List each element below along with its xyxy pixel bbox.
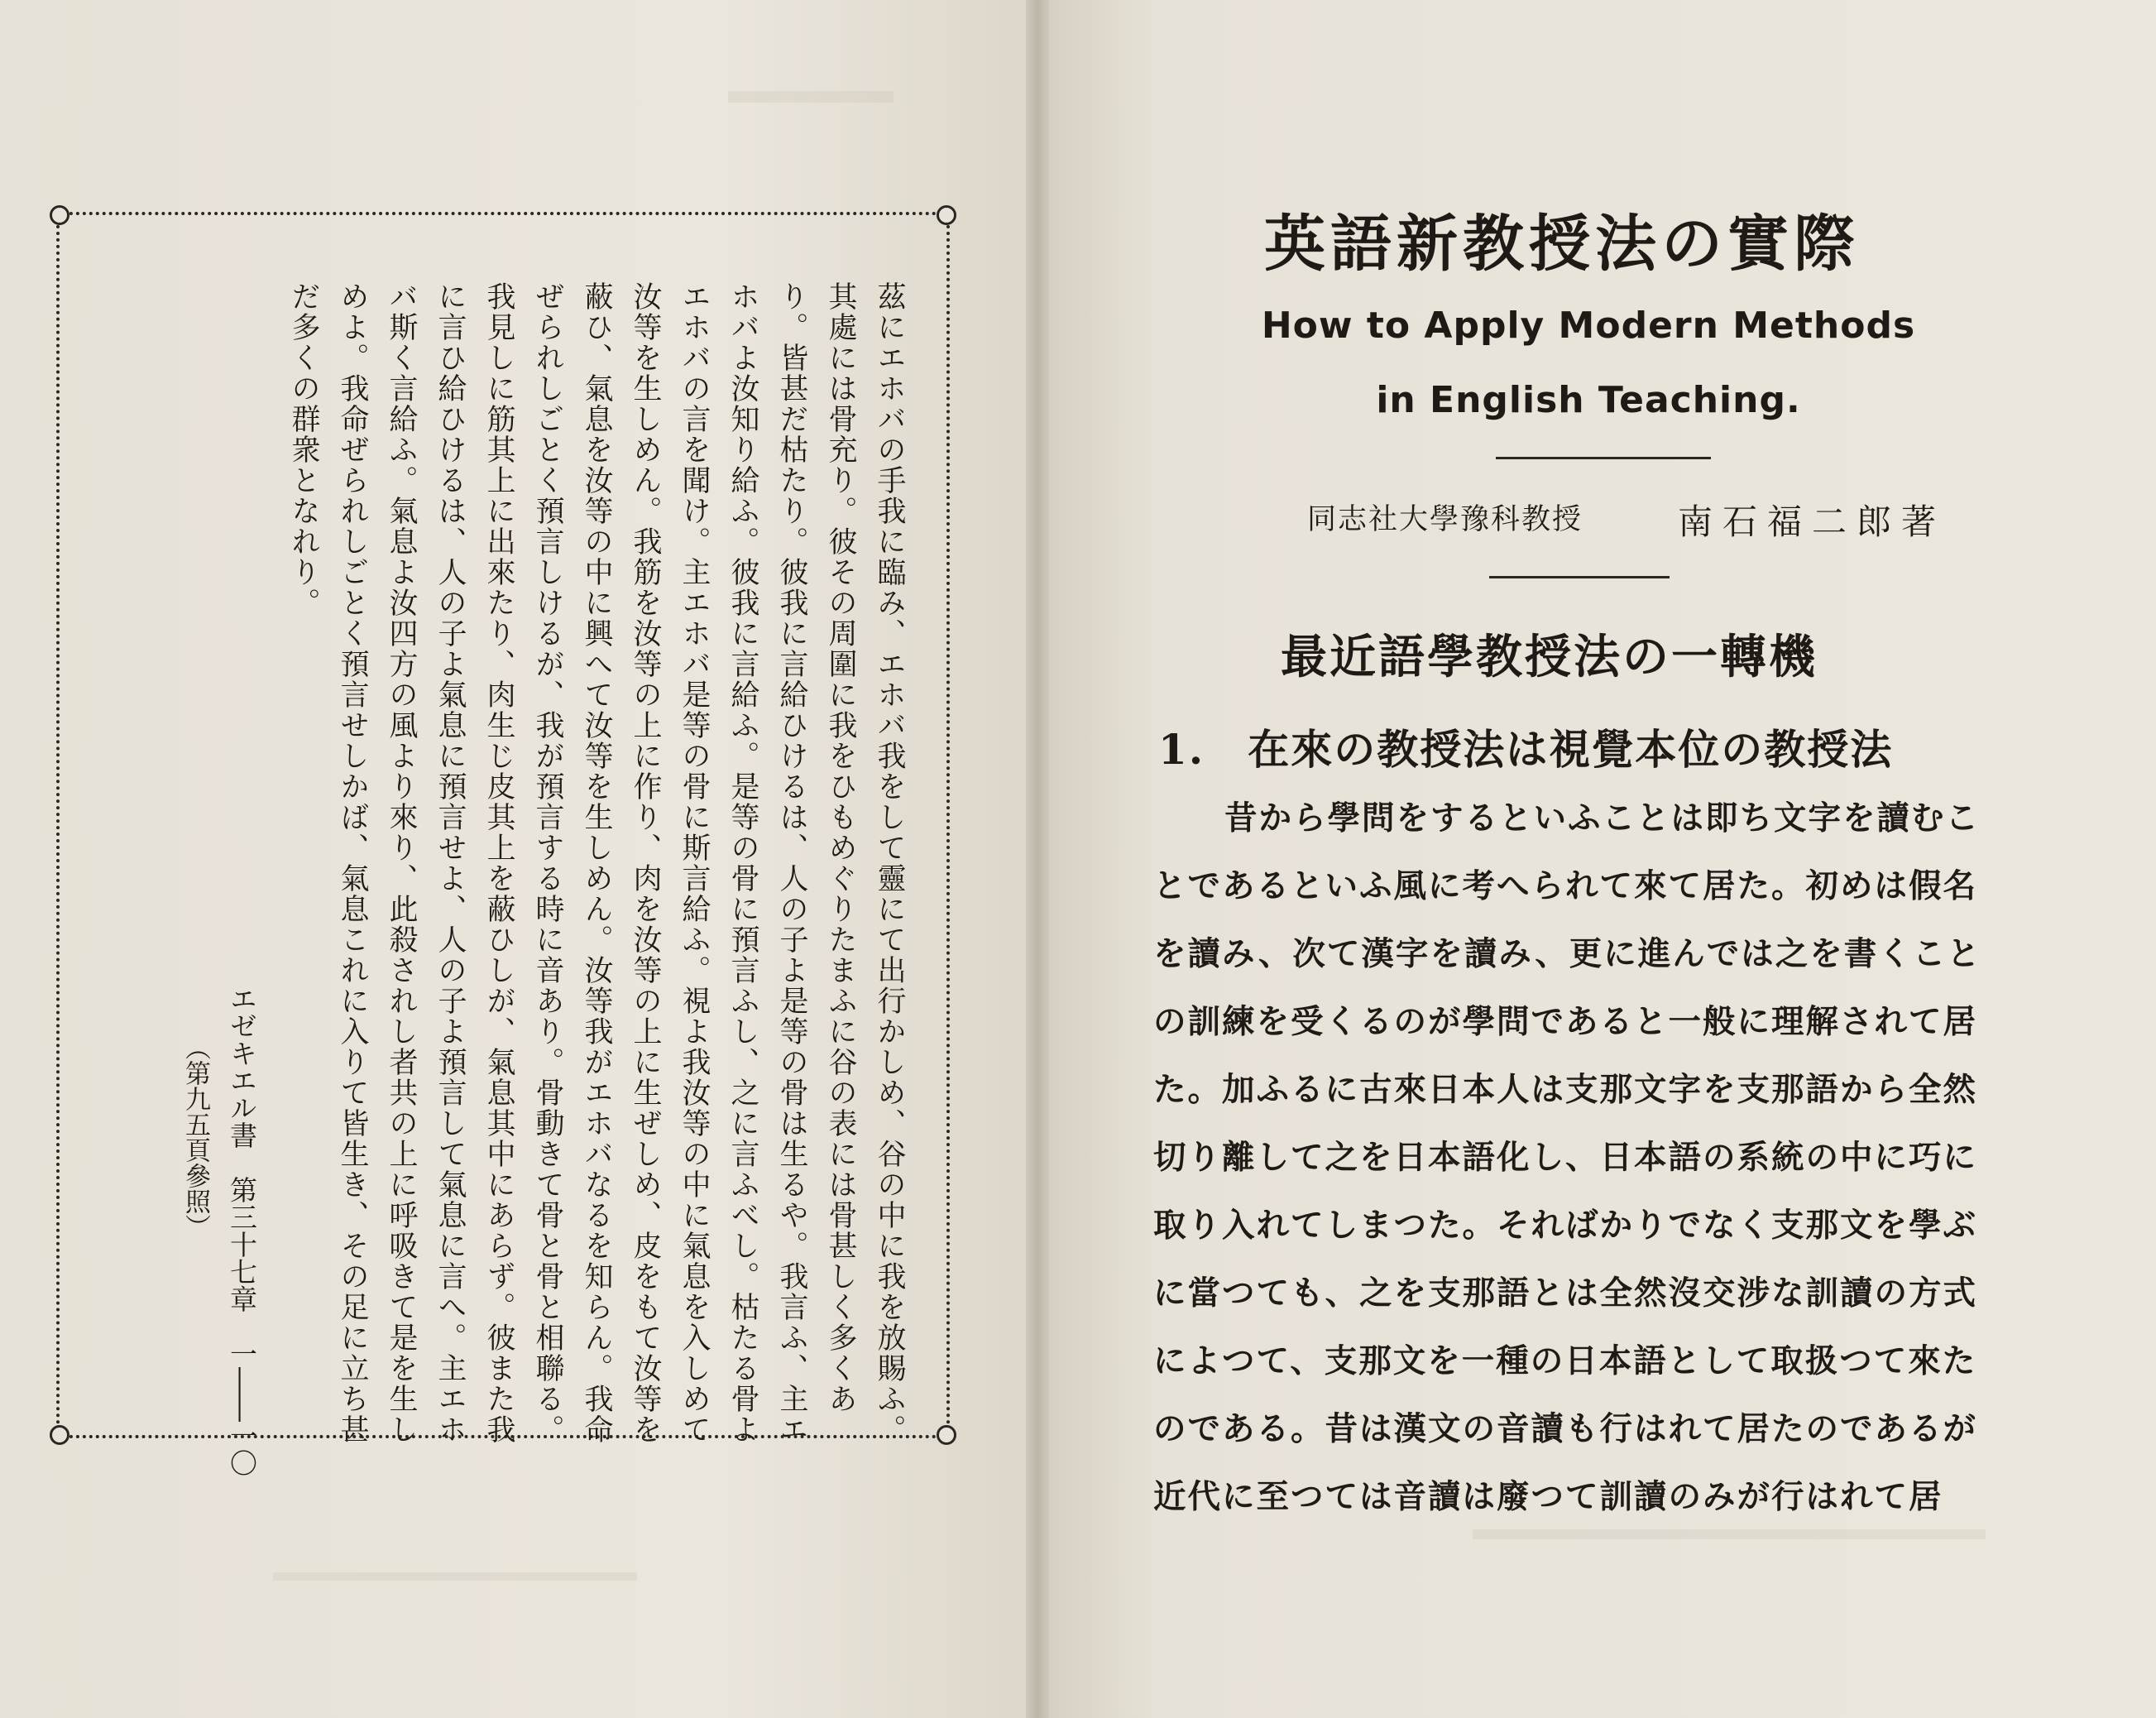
author-divider xyxy=(1489,576,1670,578)
show-through-mark xyxy=(1473,1529,1986,1539)
book-gutter xyxy=(1026,0,1049,1718)
scripture-line: に言ひ給ひけるは、人の子よ氣息に預言せよ、人の子よ預言して氣息に言へ。主エホ xyxy=(434,281,467,1445)
author-affiliation: 同志社大學豫科教授 xyxy=(1307,503,1583,536)
book-title-japanese: 英語新教授法の實際 xyxy=(1264,209,1860,280)
frame-corner-ornament xyxy=(50,1425,69,1445)
book-title-english-line1: How to Apply Modern Methods xyxy=(1261,305,1916,347)
paragraph-line: 近代に至つては音讀は廢つて訓讀のみが行はれて居 xyxy=(1153,1478,1943,1516)
paragraph-line: とであるといふ風に考へられて來て居た。初めは假名 xyxy=(1153,867,1977,905)
section-number: 1. xyxy=(1158,725,1205,774)
scripture-line: 茲にエホバの手我に臨み、エホバ我をして靈にて出行かしめ、谷の中に我を放賜ふ。 xyxy=(873,281,906,1445)
scripture-line: ぜられしごとく預言しけるが、我が預言する時に音あり。骨動きて骨と骨と相聯る。 xyxy=(531,281,564,1445)
scripture-line: めよ。我命ぜられしごとく預言せしかば、氣息これに入りて皆生き、その足に立ち甚 xyxy=(336,281,369,1445)
ornamental-frame xyxy=(56,212,950,1476)
frame-corner-ornament xyxy=(50,205,69,225)
scripture-citation xyxy=(172,985,265,1476)
scripture-line: 汝等を生しめん。我筋を汝等の上に作り、肉を汝等の上に生ぜしめ、皮をもて汝等を xyxy=(629,281,662,1445)
scripture-line: 其處には骨充り。彼その周圍に我をひもめぐりたまふに谷の表には骨甚しく多くあ xyxy=(824,281,857,1414)
scripture-line: ホバよ汝知り給ふ。彼我に言給ふ。是等の骨に預言ふし、之に言ふべし。枯たる骨よ xyxy=(726,281,759,1445)
citation-reference: エゼキエル書 第三十七章 一――一〇 xyxy=(226,985,258,1476)
paragraph-line: 取り入れてしまつた。そればかりでなく支那文を學ぶ xyxy=(1153,1207,1977,1245)
title-divider xyxy=(1496,457,1711,459)
scripture-line: だ多くの群衆となれり。 xyxy=(287,281,320,618)
citation-note: （第九五頁參照） xyxy=(180,1034,210,1240)
scripture-line: エホバの言を聞け。主エホバ是等の骨に斯言給ふ。視よ我汝等の中に氣息を入しめて xyxy=(678,281,711,1445)
chapter-subtitle: 最近語學教授法の一轉機 xyxy=(1281,630,1818,684)
body-paragraph xyxy=(1153,785,2030,1531)
section-heading xyxy=(1158,717,1893,776)
left-page xyxy=(0,0,1026,1718)
frame-corner-ornament xyxy=(937,1425,956,1445)
scripture-line: 蔽ひ、氣息を汝等の中に興へて汝等を生しめん。汝等我がエホバなるを知らん。我命 xyxy=(580,281,613,1445)
section-title: 在來の教授法は視覺本位の教授法 xyxy=(1248,725,1894,774)
show-through-mark xyxy=(273,1572,637,1581)
paragraph-line: 切り離して之を日本語化し、日本語の系統の中に巧に xyxy=(1153,1139,1977,1177)
author-name: 南石福二郎著 xyxy=(1678,501,1947,542)
scripture-line: り。皆甚だ枯たり。彼我に言給ひけるは、人の子よ是等の骨は生るや。我言ふ、主エ xyxy=(775,281,808,1445)
frame-corner-ornament xyxy=(937,205,956,225)
show-through-mark xyxy=(728,91,894,103)
scripture-line: バ斯く言給ふ。氣息よ汝四方の風より來り、此殺されし者共の上に呼吸きて是を生し xyxy=(385,281,418,1445)
paragraph-line: 昔から學問をするといふことは即ち文字を讀むこ xyxy=(1224,799,1980,837)
paragraph-line: のである。昔は漢文の音讀も行はれて居たのであるが xyxy=(1153,1410,1977,1448)
book-title-english-line2: in English Teaching. xyxy=(1376,379,1801,421)
paragraph-line: た。加ふるに古來日本人は支那文字を支那語から全然 xyxy=(1153,1071,1977,1109)
scripture-text xyxy=(279,281,913,1445)
paragraph-line: の訓練を受くるのが學問であると一般に理解されて居 xyxy=(1153,1003,1977,1041)
paragraph-line: を讀み、次て漢字を讀み、更に進んでは之を書くこと xyxy=(1153,935,1981,973)
scripture-line: 我見しに筋其上に出來たり、肉生じ皮其上を蔽ひしが、氣息其中にあらず。彼また我 xyxy=(482,281,515,1445)
paragraph-line: によつて、支那文を一種の日本語として取扱つて來た xyxy=(1153,1342,1977,1380)
paragraph-line: に當つても、之を支那語とは全然沒交涉な訓讀の方式 xyxy=(1153,1274,1977,1312)
